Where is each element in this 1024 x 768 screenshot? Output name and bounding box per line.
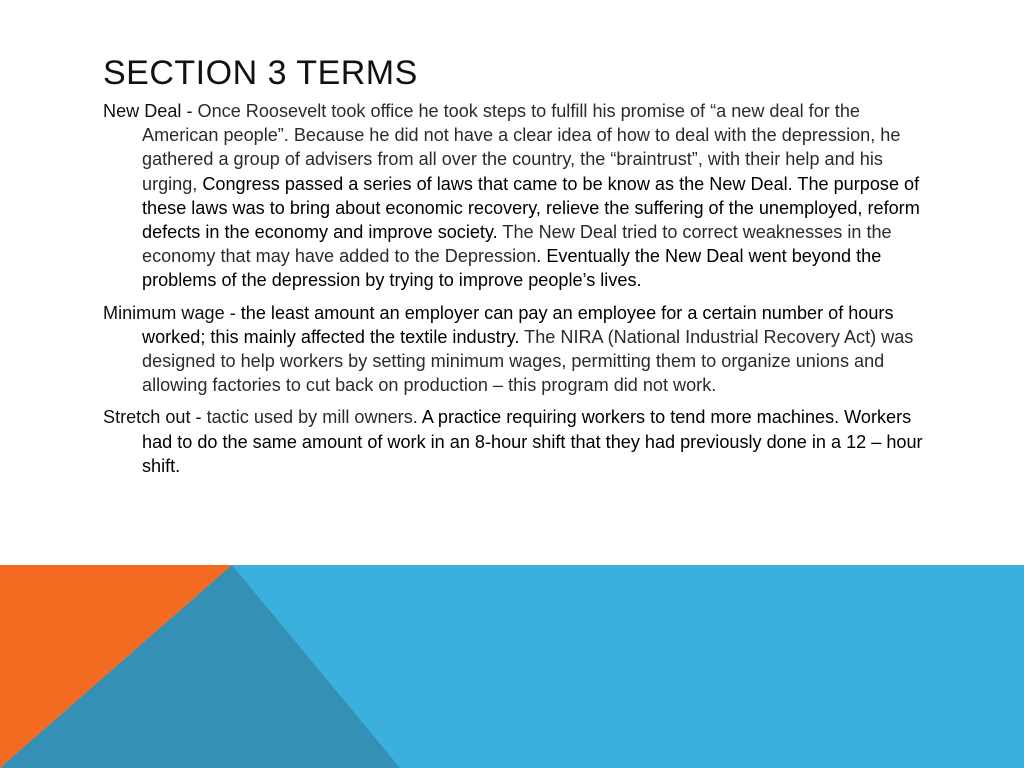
definition-text: Once Roosevelt took office he took steps to fulfill his promise of “a new deal for the American people”. Because he did not have a clear idea of how to deal with the depression, he gathered a group of advisers from all over the country, the “braintrust”, with their help and his urging, (142, 101, 901, 194)
term-paragraph-stretch-out (103, 405, 933, 478)
definition-text: tactic used by mill owners. (206, 407, 422, 428)
slide-title: SECTION 3 TERMS (103, 54, 418, 92)
definition-emphasis: the least amount an employer can pay an employee for a certain number of hours worked; this mainly affected the textile industry. (142, 302, 894, 347)
term-paragraph-new-deal (103, 99, 933, 293)
term-label: Minimum wage - (103, 302, 241, 323)
term-label: New Deal - (103, 101, 198, 121)
terms-body (103, 99, 933, 486)
definition-text: The NIRA (National Industrial Recovery Act) was designed to help workers by setting minimum wages, permitting them to organize unions and allowing factories to cut back on production – this program did not work. (142, 326, 914, 396)
term-label: Stretch out - (103, 407, 207, 428)
decorative-footer (0, 565, 1024, 768)
definition-emphasis: . Eventually the New Deal went beyond the problems of the depression by trying to improve people’s lives. (142, 246, 882, 291)
definition-text: The New Deal tried to correct weaknesses in the economy that may have added to the Depression (142, 222, 892, 267)
definition-emphasis: Congress passed a series of laws that came to be know as the New Deal. The purpose of these laws was to bring about economic recovery, relieve the suffering of the unemployed, reform defects in the economy and improve society. (142, 173, 920, 243)
definition-emphasis: A practice requiring workers to tend more machines. Workers had to do the same amount of work in an 8-hour shift that they had previously done in a 12 – hour shift. (142, 407, 923, 476)
term-paragraph-minimum-wage (103, 301, 933, 398)
